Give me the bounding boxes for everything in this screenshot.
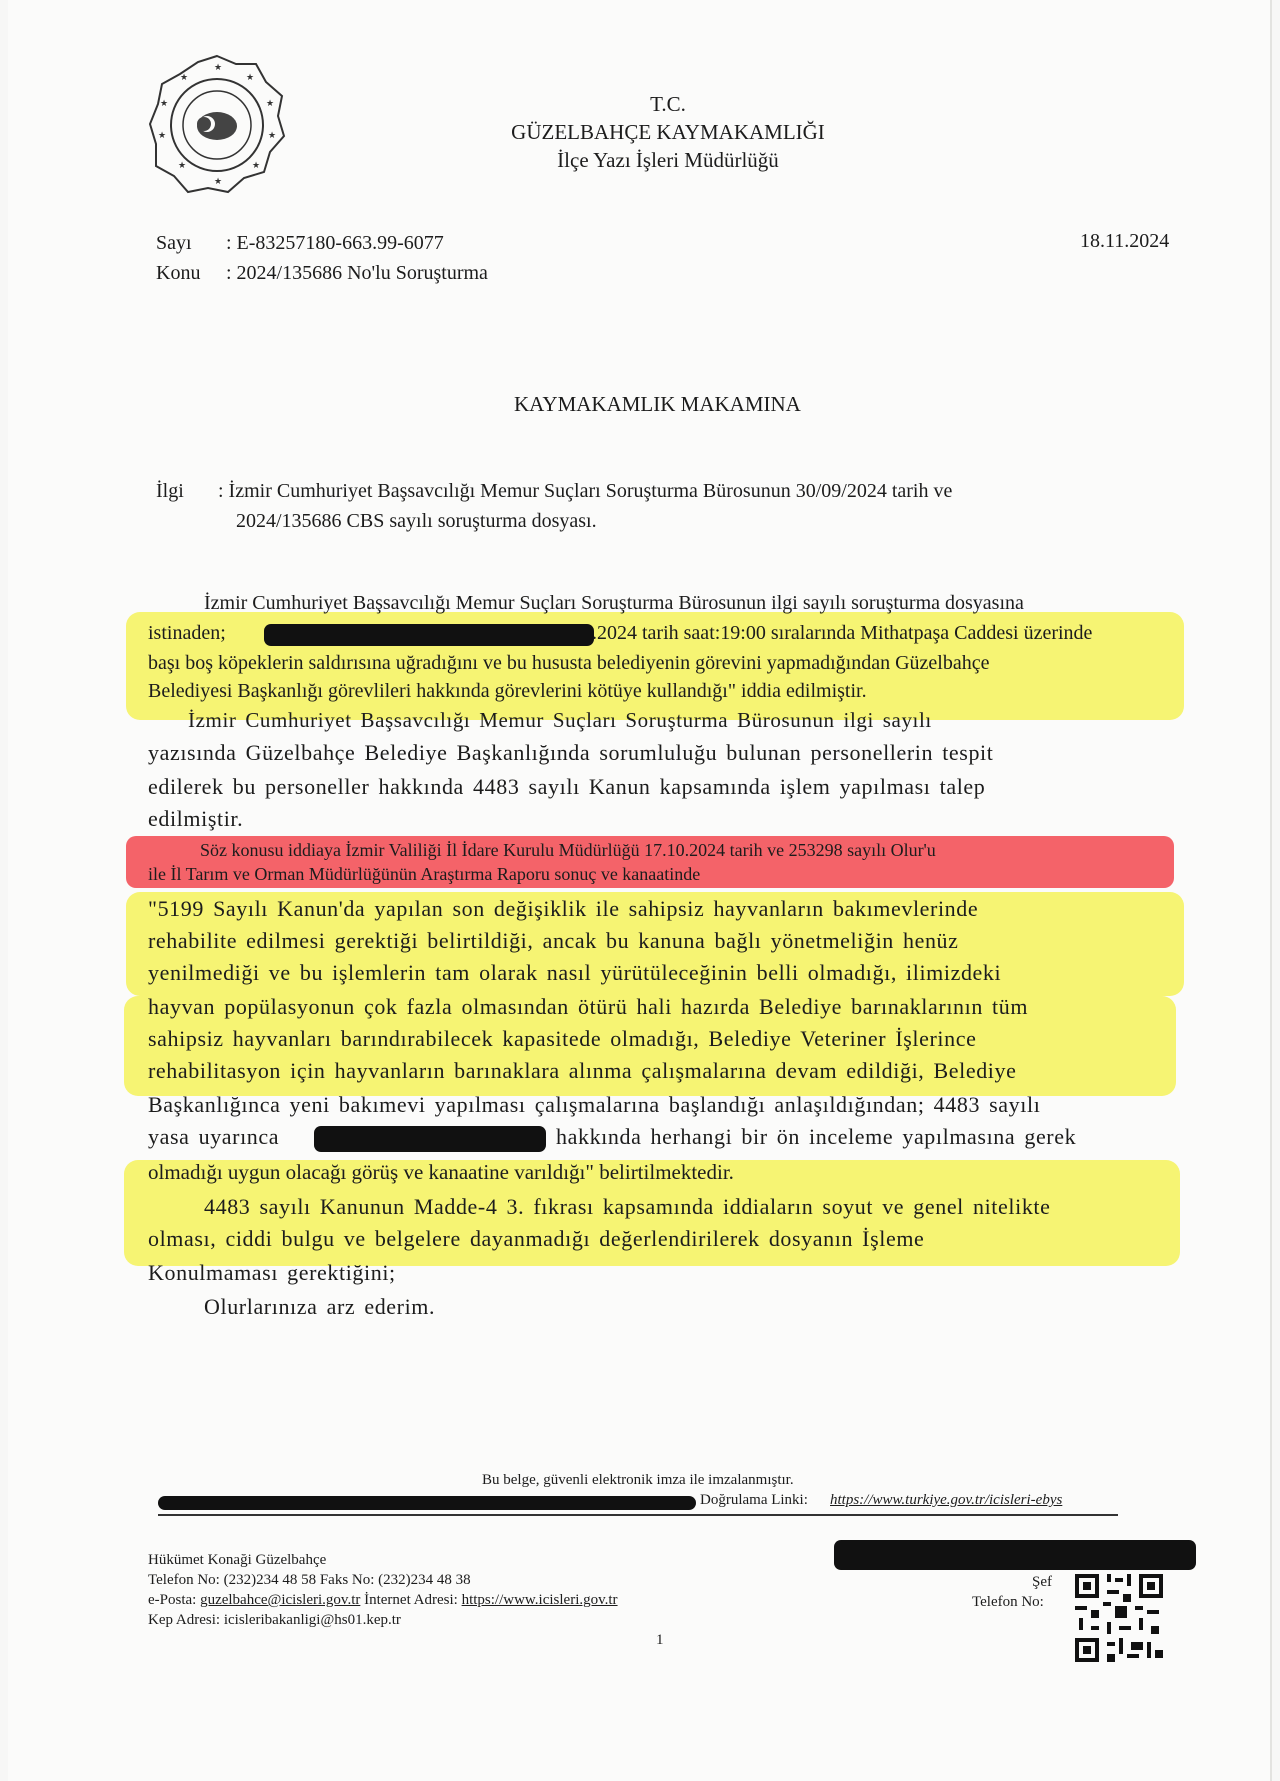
verify-label: Doğrulama Linki: [700, 1492, 808, 1508]
footer-email[interactable]: guzelbahce@icisleri.gov.tr [200, 1592, 361, 1608]
quote-line7: Başkanlığınca yeni bakımevi yapılması çalışmalarına başlandığı anlaşıldığından; 4483 sayılı [148, 1092, 1041, 1117]
footer-telefon: Telefon No: [972, 1594, 1044, 1610]
p3-line2: ile İl Tarım ve Orman Müdürlüğünün Araştırma Raporu sonuç ve kanaatinde [148, 864, 701, 884]
footer-address: Hükümet Konaği Güzelbahçe [148, 1552, 327, 1568]
p4-line3: Konulmaması gerektiğini; [148, 1260, 396, 1285]
ilgi-label: İlgi [156, 480, 184, 502]
ilgi-line1: : İzmir Cumhuriyet Başsavcılığı Memur Suçları Soruşturma Bürosunun 30/09/2024 tarih ve [218, 480, 953, 502]
svg-text:★: ★ [160, 99, 169, 109]
header-institution: GÜZELBAHÇE KAYMAKAMLIĞI [511, 120, 825, 144]
svg-text:★: ★ [180, 73, 189, 83]
p3-line1: Söz konusu iddiaya İzmir Valiliği İl İdare Kurulu Müdürlüğü 17.10.2024 tarih ve 253298 sayılı Olur'u [200, 840, 936, 860]
svg-text:★: ★ [266, 99, 275, 109]
p1-line1: İzmir Cumhuriyet Başsavcılığı Memur Suçları Soruşturma Bürosunun ilgi sayılı soruşturma dosyasına [204, 592, 1024, 614]
p1-line3: başı boş köpeklerin saldırısına uğradığını ve bu hususta belediyenin görevini yapmadığından Güzelbahçe [148, 652, 990, 674]
svg-text:★: ★ [214, 63, 223, 73]
verify-link[interactable]: https://www.turkiye.gov.tr/icisleri-ebys [830, 1492, 1063, 1508]
p2-line1: İzmir Cumhuriyet Başsavcılığı Memur Suçları Soruşturma Bürosunun ilgi sayılı [188, 708, 932, 732]
footer-kep: Kep Adresi: icisleribakanligi@hs01.kep.tr [148, 1612, 401, 1628]
konu-value: : 2024/135686 No'lu Soruşturma [226, 262, 488, 284]
svg-text:★: ★ [268, 131, 277, 141]
closing-line: Olurlarınıza arz ederim. [204, 1294, 436, 1319]
sayi-value: : E-83257180-663.99-6077 [226, 232, 444, 254]
svg-text:★: ★ [252, 161, 261, 171]
redacted-person-name [314, 1126, 546, 1152]
quote-line5: sahipsiz hayvanları barındırabilecek kapasitede olmadığı, Belediye Veteriner İşlerince [148, 1026, 977, 1051]
svg-text:★: ★ [158, 131, 167, 141]
quote-line3: yenilmediği ve bu işlemlerin tam olarak nasıl yürütüleceğinin belli olmadığı, ilimizdeki [148, 960, 1002, 985]
footer-divider [158, 1514, 1118, 1516]
ministry-seal-icon [148, 54, 286, 196]
footer-web-label: İnternet Adresi: [364, 1592, 458, 1608]
quote-line9: olmadığı uygun olacağı görüş ve kanaatine varıldığı" belirtilmektedir. [148, 1160, 734, 1184]
quote-line8a: yasa uyarınca [148, 1124, 280, 1149]
footer-sef: Şef [1032, 1574, 1052, 1590]
footer-phone: Telefon No: (232)234 48 58 Faks No: (232)234 48 38 [148, 1572, 471, 1588]
redacted-signer-name [834, 1540, 1196, 1570]
header-department: İlçe Yazı İşleri Müdürlüğü [557, 148, 779, 172]
p2-line2: yazısında Güzelbahçe Belediye Başkanlığında sorumluluğu bulunan personellerin tespit [148, 740, 994, 765]
footer-email-label: e-Posta: [148, 1592, 197, 1608]
quote-line6: rehabilitasyon için hayvanların barınaklara alınma çalışmalarına devam edildiği, Belediye [148, 1058, 1017, 1083]
p2-line3: edilerek bu personeller hakkında 4483 sayılı Kanun kapsamında işlem yapılması talep [148, 774, 986, 799]
page-number: 1 [656, 1632, 664, 1648]
p1-line2b: .2024 tarih saat:19:00 sıralarında Mithatpaşa Caddesi üzerinde [592, 622, 1093, 644]
esign-note: Bu belge, güvenli elektronik imza ile imzalanmıştır. [482, 1472, 794, 1488]
document-date: 18.11.2024 [1080, 230, 1170, 252]
quote-line1: "5199 Sayılı Kanun'da yapılan son değişiklik ile sahipsiz hayvanların bakımevlerinde [148, 896, 979, 921]
quote-line2: rehabilite edilmesi gerektiği belirtildiği, ancak bu kanuna bağlı yönetmeliğin henüz [148, 928, 959, 953]
redacted-name-date [264, 624, 594, 646]
sayi-label: Sayı [156, 232, 192, 254]
footer-web[interactable]: https://www.icisleri.gov.tr [461, 1592, 618, 1608]
ilgi-line2: 2024/135686 CBS sayılı soruşturma dosyası. [236, 510, 597, 532]
qr-code-icon [1071, 1570, 1167, 1666]
p2-line4: edilmiştir. [148, 806, 244, 831]
document-page [8, 0, 1272, 1781]
p1-line4: Belediyesi Başkanlığı görevlileri hakkında görevlerini kötüye kullandığı" iddia edilmiştir. [148, 680, 867, 702]
konu-label: Konu [156, 262, 201, 284]
svg-text:★: ★ [246, 73, 255, 83]
header-tc: T.C. [650, 92, 686, 116]
redacted-verification-code [158, 1496, 696, 1510]
p1-line2a: istinaden; [148, 622, 226, 644]
addressee: KAYMAKAMLIK MAKAMINA [514, 392, 801, 416]
svg-text:★: ★ [214, 177, 223, 187]
svg-text:★: ★ [178, 161, 187, 171]
quote-line4: hayvan popülasyonun çok fazla olmasından ötürü hali hazırda Belediye barınaklarının tüm [148, 994, 1029, 1019]
p4-line1: 4483 sayılı Kanunun Madde-4 3. fıkrası kapsamında iddiaların soyut ve genel nitelikte [204, 1194, 1051, 1219]
p4-line2: olması, ciddi bulgu ve belgelere dayanmadığı değerlendirilerek dosyanın İşleme [148, 1226, 925, 1251]
quote-line8b: hakkında herhangi bir ön inceleme yapılmasına gerek [556, 1124, 1077, 1149]
